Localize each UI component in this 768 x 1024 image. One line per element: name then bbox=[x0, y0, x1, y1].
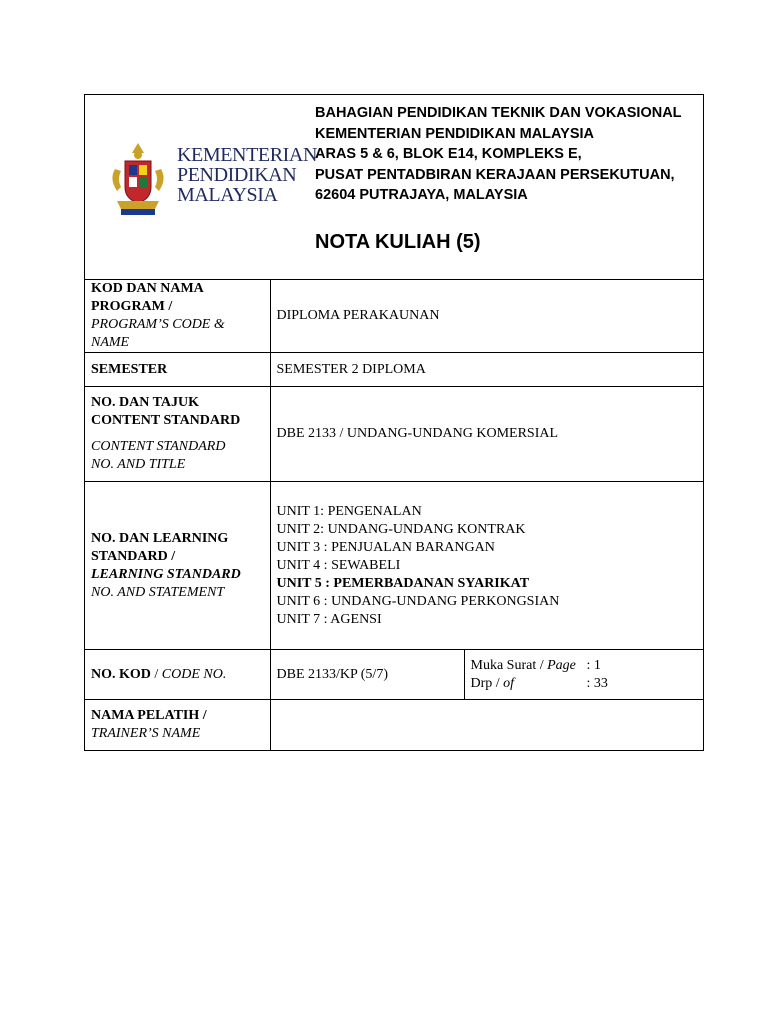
table-row-trainer bbox=[85, 700, 703, 750]
code-label bbox=[85, 650, 270, 700]
trainer-value bbox=[270, 700, 703, 750]
label-bold: NO. DAN TAJUK bbox=[91, 395, 199, 410]
label-italic: CODE NO. bbox=[161, 666, 227, 682]
unit-item: UNIT 6 : UNDANG-UNDANG PERKONGSIAN bbox=[276, 593, 560, 609]
label-bold-italic: LEARNING STANDARD bbox=[91, 566, 241, 582]
unit-item: UNIT 7 : AGENSI bbox=[276, 611, 382, 627]
code-cell bbox=[270, 650, 703, 700]
address-line: 62604 PUTRAJAYA, MALAYSIA bbox=[315, 187, 528, 203]
content-standard-value: DBE 2133 / UNDANG-UNDANG KOMERSIAL bbox=[270, 387, 703, 482]
document-title: NOTA KULIAH (5) bbox=[315, 231, 481, 253]
unit-item: UNIT 2: UNDANG-UNDANG KONTRAK bbox=[276, 521, 526, 537]
coat-of-arms-icon bbox=[107, 139, 169, 219]
label-bold: NO. KOD bbox=[91, 666, 151, 682]
logo-line-3: MALAYSIA bbox=[177, 184, 278, 206]
label-italic: NO. AND STATEMENT bbox=[91, 584, 225, 600]
label-bold: PROGRAM / bbox=[91, 299, 173, 314]
document-header bbox=[85, 95, 703, 280]
logo-line-1: KEMENTERIAN bbox=[177, 144, 318, 166]
trainer-label bbox=[85, 700, 270, 750]
address-line: PUSAT PENTADBIRAN KERAJAAN PERSEKUTUAN, bbox=[315, 166, 675, 183]
document-form bbox=[84, 94, 704, 751]
unit-item: UNIT 3 : PENJUALAN BARANGAN bbox=[276, 539, 495, 555]
address-line: ARAS 5 & 6, BLOK E14, KOMPLEKS E, bbox=[315, 146, 582, 162]
label-bold: NO. DAN LEARNING bbox=[91, 530, 229, 546]
address-line: BAHAGIAN PENDIDIKAN TEKNIK DAN VOKASIONAL bbox=[315, 105, 682, 121]
label-slash: / bbox=[154, 666, 159, 682]
table-row-semester bbox=[85, 353, 703, 387]
program-label bbox=[85, 280, 270, 353]
unit-item: UNIT 1: PENGENALAN bbox=[276, 503, 422, 519]
content-standard-label bbox=[85, 387, 270, 482]
label-bold: STANDARD / bbox=[91, 548, 176, 564]
label-bold: CONTENT STANDARD bbox=[91, 413, 241, 428]
program-value: DIPLOMA PERAKAUNAN bbox=[276, 308, 440, 323]
learning-standard-label bbox=[85, 482, 270, 650]
unit-item-current: UNIT 5 : PEMERBADANAN SYARIKAT bbox=[276, 575, 530, 591]
address-block bbox=[315, 103, 682, 206]
semester-value: SEMESTER 2 DIPLOMA bbox=[270, 353, 703, 387]
learning-standard-units bbox=[270, 482, 703, 650]
address-line: KEMENTERIAN PENDIDIKAN MALAYSIA bbox=[315, 125, 595, 142]
unit-item: UNIT 4 : SEWABELI bbox=[276, 557, 401, 573]
page-number: Muka Surat / Page : 1 bbox=[470, 657, 601, 673]
table-row-code bbox=[85, 650, 703, 700]
page-total: Drp / of : 33 bbox=[470, 675, 608, 691]
label-italic: NO. AND TITLE bbox=[91, 457, 186, 472]
logo-wordmark bbox=[177, 145, 317, 205]
label-bold: KOD DAN NAMA bbox=[91, 281, 204, 296]
info-table bbox=[85, 280, 703, 750]
label-bold: NAMA PELATIH / bbox=[91, 707, 207, 723]
label-italic: TRAINER’S NAME bbox=[91, 725, 201, 741]
label-italic: PROGRAM’S CODE & bbox=[91, 317, 225, 332]
label-italic: NAME bbox=[91, 335, 130, 350]
label-italic: CONTENT STANDARD bbox=[91, 439, 226, 454]
table-row-program bbox=[85, 280, 703, 353]
table-row-content-standard bbox=[85, 387, 703, 482]
semester-label: SEMESTER bbox=[85, 353, 270, 387]
logo-line-2: PENDIDIKAN bbox=[177, 164, 297, 186]
code-value: DBE 2133/KP (5/7) bbox=[271, 650, 465, 699]
page-info bbox=[465, 650, 608, 699]
table-row-learning-standard bbox=[85, 482, 703, 650]
ministry-logo bbox=[107, 139, 318, 219]
